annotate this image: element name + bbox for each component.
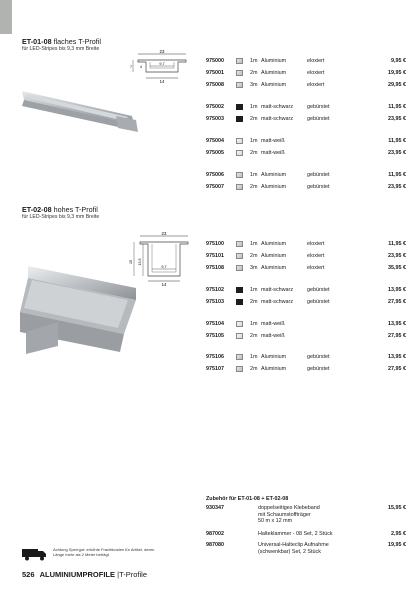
material: matt-schwarz xyxy=(261,116,294,122)
length: 2m xyxy=(250,333,258,339)
section-title xyxy=(22,37,402,46)
table-row xyxy=(206,240,406,248)
high-t-profile-dimension-drawing xyxy=(128,232,198,288)
material: Aluminium xyxy=(261,70,287,76)
length: 1m xyxy=(250,104,258,110)
price: 19,95 € xyxy=(388,70,406,76)
table-row xyxy=(206,149,406,157)
finish-swatch xyxy=(236,70,243,76)
article-number: 975107 xyxy=(206,366,224,372)
table-row xyxy=(206,332,406,340)
article-number: 975004 xyxy=(206,138,224,144)
article-number: 975005 xyxy=(206,150,224,156)
finish-swatch xyxy=(236,354,243,360)
article-number: 987080 xyxy=(206,542,224,548)
section-et-02-08 xyxy=(22,205,402,221)
dim-inner: 9,7 xyxy=(161,265,167,270)
length: 2m xyxy=(250,150,258,156)
article-number: 975102 xyxy=(206,287,224,293)
price: 13,95 € xyxy=(388,321,406,327)
table-row xyxy=(206,115,406,123)
material: matt-weiß xyxy=(261,333,285,339)
price: 11,95 € xyxy=(388,241,406,247)
article-number: 930347 xyxy=(206,505,224,511)
finish-swatch xyxy=(236,172,243,178)
table-row xyxy=(206,298,406,306)
material: matt-weiß xyxy=(261,138,285,144)
finish: gebürstet xyxy=(307,116,330,122)
article-number: 975106 xyxy=(206,354,224,360)
finish: eloxiert xyxy=(307,70,325,76)
dim-bottom: 14 xyxy=(159,79,165,84)
finish-swatch xyxy=(236,150,243,156)
finish-swatch xyxy=(236,265,243,271)
length: 2m xyxy=(250,116,258,122)
description-line: 50 m x 12 mm xyxy=(258,518,293,525)
section-title xyxy=(22,205,402,214)
finish: gebürstet xyxy=(307,366,330,372)
high-t-profile-image xyxy=(20,262,140,354)
footer-category: ALUMINIUMPROFILE xyxy=(39,570,116,579)
accessories-title: Zubehör für ET-01-08 + ET-02-08 xyxy=(206,496,289,502)
price: 35,95 € xyxy=(388,265,406,271)
article-number: 975002 xyxy=(206,104,224,110)
section-et-01-08 xyxy=(22,37,402,53)
price: 11,95 € xyxy=(388,138,406,144)
length: 2m xyxy=(250,299,258,305)
dim-bottom: 14 xyxy=(161,282,167,287)
article-number: 975103 xyxy=(206,299,224,305)
finish: eloxiert xyxy=(307,58,325,64)
article-number: 975001 xyxy=(206,70,224,76)
price: 27,95 € xyxy=(388,299,406,305)
finish: eloxiert xyxy=(307,82,325,88)
material: matt-weiß xyxy=(261,321,285,327)
price: 23,95 € xyxy=(388,253,406,259)
flat-t-profile-dimension-drawing xyxy=(128,50,198,88)
length: 1m xyxy=(250,321,258,327)
finish-swatch xyxy=(236,333,243,339)
finish: gebürstet xyxy=(307,354,330,360)
finish-swatch xyxy=(236,241,243,247)
finish-swatch xyxy=(236,138,243,144)
price: 13,95 € xyxy=(388,354,406,360)
table-row xyxy=(206,320,406,328)
finish: gebürstet xyxy=(307,104,330,110)
truck-icon xyxy=(22,548,48,561)
price: 11,95 € xyxy=(388,172,406,178)
page-corner-tab xyxy=(0,0,12,34)
footer-divider: | xyxy=(117,570,120,579)
material: matt-schwarz xyxy=(261,104,294,110)
description-line: doppelseitiges Klebeband xyxy=(258,505,320,511)
product-subtitle: für LED-Stripes bis 9,3 mm Breite xyxy=(22,46,100,52)
article-number: 975003 xyxy=(206,116,224,122)
dim-top: 23 xyxy=(161,232,167,236)
dim-top: 23 xyxy=(159,50,165,54)
length: 3m xyxy=(250,265,258,271)
finish: gebürstet xyxy=(307,299,330,305)
price: 27,95 € xyxy=(388,333,406,339)
article-number: 975108 xyxy=(206,265,224,271)
length: 2m xyxy=(250,184,258,190)
product-code: ET-01-08 xyxy=(22,37,52,46)
finish-swatch xyxy=(236,253,243,259)
flat-t-profile-image xyxy=(20,86,140,156)
dim-height-inner: 4 xyxy=(140,65,142,69)
article-number: 975105 xyxy=(206,333,224,339)
length: 1m xyxy=(250,354,258,360)
finish-swatch xyxy=(236,366,243,372)
finish: gebürstet xyxy=(307,184,330,190)
finish-swatch xyxy=(236,321,243,327)
length: 1m xyxy=(250,58,258,64)
material: Aluminium xyxy=(261,241,287,247)
finish: eloxiert xyxy=(307,241,325,247)
accessory-description xyxy=(258,531,368,538)
finish: gebürstet xyxy=(307,287,330,293)
table-row xyxy=(206,171,406,179)
product-subtitle: für LED-Stripes bis 9,3 mm Breite xyxy=(22,214,100,220)
length: 2m xyxy=(250,253,258,259)
article-number: 975104 xyxy=(206,321,224,327)
price: 29,95 € xyxy=(388,82,406,88)
material: Aluminium xyxy=(261,354,287,360)
finish: eloxiert xyxy=(307,265,325,271)
description-line: (schwenkbar) Set, 2 Stück xyxy=(258,548,321,555)
table-row xyxy=(206,183,406,191)
finish: gebürstet xyxy=(307,172,330,178)
length: 1m xyxy=(250,138,258,144)
finish-swatch xyxy=(236,82,243,88)
dim-height: 7 xyxy=(130,65,132,69)
length: 2m xyxy=(250,70,258,76)
material: Aluminium xyxy=(261,172,287,178)
shipping-note: Achtung Sperrgut: erhöhte Frachtkosten für Artikel, deren Länge mehr als 2 Meter beträgt xyxy=(53,547,155,557)
material: Aluminium xyxy=(261,82,287,88)
material: matt-schwarz xyxy=(261,287,294,293)
article-number: 975008 xyxy=(206,82,224,88)
table-row xyxy=(206,264,406,272)
dim-inner: 9,7 xyxy=(159,62,165,67)
length: 3m xyxy=(250,82,258,88)
accessory-description xyxy=(258,505,368,525)
finish: eloxiert xyxy=(307,253,325,259)
product-title: flaches T-Profil xyxy=(53,37,101,46)
article-number: 987002 xyxy=(206,531,224,537)
description-line: Halteklammer - 08 Set, 2 Stück xyxy=(258,531,333,537)
description-line: mit Schaumstoffträger xyxy=(258,511,311,518)
length: 1m xyxy=(250,172,258,178)
finish-swatch xyxy=(236,104,243,110)
price: 23,95 € xyxy=(388,116,406,122)
material: Aluminium xyxy=(261,58,287,64)
finish-swatch xyxy=(236,58,243,64)
material: matt-schwarz xyxy=(261,299,294,305)
description-line: Universal-Halteclip Aufnahme xyxy=(258,542,329,548)
table-row xyxy=(206,69,406,77)
price: 15,95 € xyxy=(388,505,406,511)
material: Aluminium xyxy=(261,184,287,190)
article-number: 975000 xyxy=(206,58,224,64)
table-row xyxy=(206,81,406,89)
page-number: 526 xyxy=(22,570,35,579)
article-number: 975006 xyxy=(206,172,224,178)
material: matt-weiß xyxy=(261,150,285,156)
price: 11,95 € xyxy=(388,104,406,110)
length: 1m xyxy=(250,287,258,293)
footer-subcategory: T-Profile xyxy=(119,570,148,579)
price: 19,95 € xyxy=(388,542,406,548)
article-number: 975007 xyxy=(206,184,224,190)
length: 2m xyxy=(250,366,258,372)
price: 2,95 € xyxy=(391,531,406,537)
table-row xyxy=(206,286,406,294)
article-number: 975101 xyxy=(206,253,224,259)
dim-height: 15 xyxy=(129,260,133,264)
table-row xyxy=(206,57,406,65)
price: 23,95 € xyxy=(388,184,406,190)
product-code: ET-02-08 xyxy=(22,205,52,214)
page-footer xyxy=(22,570,147,579)
price: 9,95 € xyxy=(391,58,406,64)
material: Aluminium xyxy=(261,366,287,372)
finish-swatch xyxy=(236,287,243,293)
dim-height-inner: 13,5 xyxy=(138,258,142,266)
price: 13,95 € xyxy=(388,287,406,293)
length: 1m xyxy=(250,241,258,247)
price: 23,95 € xyxy=(388,150,406,156)
table-row xyxy=(206,353,406,361)
article-number: 975100 xyxy=(206,241,224,247)
table-row xyxy=(206,365,406,373)
finish-swatch xyxy=(236,184,243,190)
finish-swatch xyxy=(236,299,243,305)
price: 27,95 € xyxy=(388,366,406,372)
product-title: hohes T-Profil xyxy=(53,205,98,214)
material: Aluminium xyxy=(261,253,287,259)
accessory-description xyxy=(258,542,368,555)
table-row xyxy=(206,137,406,145)
finish-swatch xyxy=(236,116,243,122)
table-row xyxy=(206,103,406,111)
table-row xyxy=(206,252,406,260)
material: Aluminium xyxy=(261,265,287,271)
